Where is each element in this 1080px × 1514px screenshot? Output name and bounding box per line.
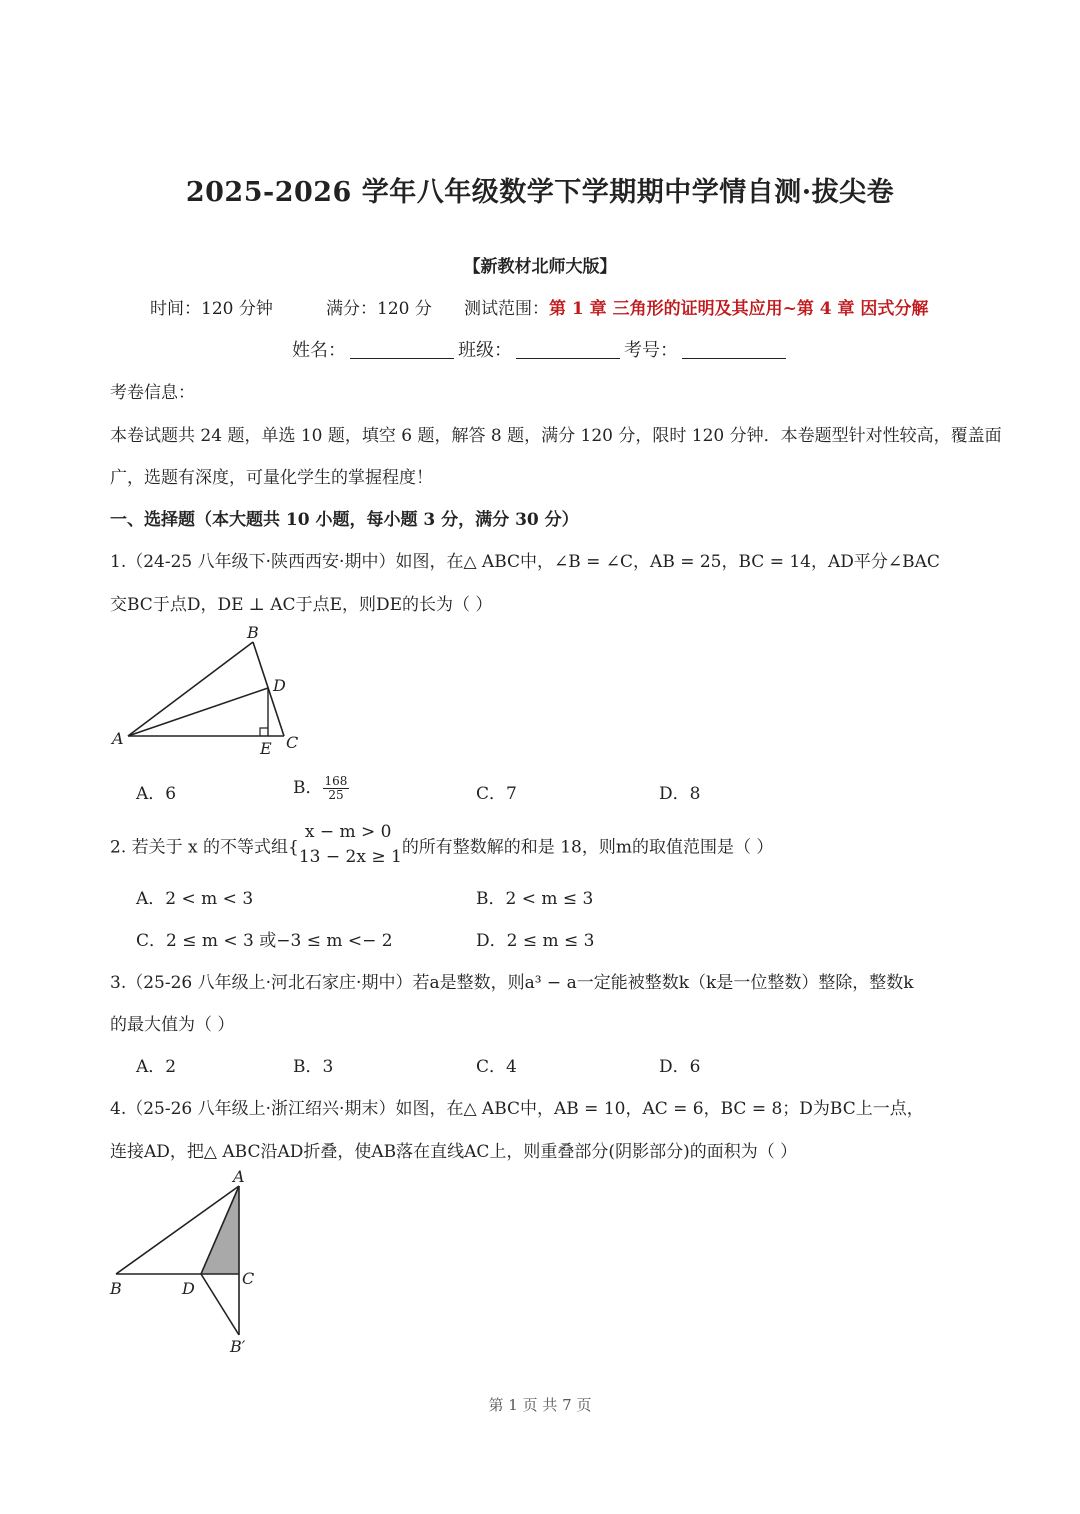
q3-option-a[interactable]: A．2 bbox=[136, 1057, 177, 1077]
section-heading: 一、选择题（本大题共 10 小题，每小题 3 分，满分 30 分） bbox=[110, 510, 579, 530]
q3-line-2: 的最大值为（ ） bbox=[110, 1015, 235, 1035]
exam-time bbox=[150, 294, 273, 319]
name-field[interactable] bbox=[350, 340, 454, 359]
q2-option-a[interactable]: A．2 < m < 3 bbox=[136, 889, 254, 909]
q1-option-b-fraction bbox=[323, 775, 350, 802]
class-label: 班级： bbox=[458, 340, 512, 361]
info-line-2: 广，选题有深度，可量化学生的掌握程度！ bbox=[110, 468, 433, 488]
q1-option-a[interactable]: A．6 bbox=[136, 784, 177, 804]
q4-folding-figure bbox=[100, 1168, 280, 1358]
q3-option-d[interactable]: D．6 bbox=[659, 1057, 701, 1077]
score-value: 120 分 bbox=[377, 299, 432, 319]
q2-option-c[interactable]: C．2 ≤ m < 3 或−3 ≤ m <− 2 bbox=[136, 931, 393, 951]
q3-option-b[interactable]: B．3 bbox=[293, 1057, 334, 1077]
q1-label-b: B bbox=[247, 623, 259, 642]
fraction-denominator: 25 bbox=[328, 788, 344, 802]
info-heading: 考卷信息： bbox=[110, 383, 195, 403]
q2-suffix: 的所有整数解的和是 18，则m的取值范围是（ ） bbox=[401, 837, 774, 858]
q4-label-d: D bbox=[182, 1279, 195, 1298]
class-field[interactable] bbox=[516, 340, 620, 359]
scope-label: 测试范围： bbox=[464, 299, 549, 319]
q1-option-b[interactable] bbox=[293, 773, 349, 802]
page-footer: 第 1 页 共 7 页 bbox=[488, 1396, 592, 1414]
q1-label-d: D bbox=[273, 676, 286, 695]
q3-line-1: 3.（25-26 八年级上·河北石家庄·期中）若a是整数，则a³ − a一定能被整数k（k是一位整数）整除，整数k bbox=[110, 973, 914, 993]
name-label: 姓名： bbox=[292, 340, 346, 361]
q2-inequality-2: 13 − 2x ≥ 1 bbox=[298, 847, 402, 867]
score-label: 满分： bbox=[326, 299, 377, 319]
q1-line-2: 交BC于点D，DE ⊥ AC于点E，则DE的长为（ ） bbox=[110, 595, 493, 615]
q1-option-b-prefix: B． bbox=[293, 778, 323, 798]
q1-option-d[interactable]: D．8 bbox=[659, 784, 701, 804]
q1-triangle-figure bbox=[100, 618, 330, 758]
exam-scope bbox=[464, 294, 928, 319]
q1-option-c[interactable]: C．7 bbox=[476, 784, 517, 804]
q4-line-1: 4.（25-26 八年级上·浙江绍兴·期末）如图，在△ ABC中，AB = 10，AC = 6，BC = 8；D为BC上一点， bbox=[110, 1099, 924, 1119]
student-info-row bbox=[292, 336, 790, 362]
q4-label-b: B bbox=[110, 1279, 122, 1298]
time-value: 120 分钟 bbox=[201, 299, 273, 319]
q3-option-c[interactable]: C．4 bbox=[476, 1057, 517, 1077]
q2-stem bbox=[110, 820, 773, 870]
q2-option-d[interactable]: D．2 ≤ m ≤ 3 bbox=[476, 931, 595, 951]
id-label: 考号： bbox=[624, 340, 678, 361]
q1-label-e: E bbox=[260, 739, 272, 758]
q1-label-c: C bbox=[286, 733, 299, 752]
q2-inequality-1: x − m > 0 bbox=[304, 822, 392, 842]
q2-inequality-system bbox=[299, 820, 402, 870]
q4-label-a: A bbox=[233, 1168, 245, 1186]
q1-line-1: 1.（24-25 八年级下·陕西西安·期中）如图，在△ ABC中，∠B = ∠C，AB = 25，BC = 14，AD平分∠BAC bbox=[110, 552, 940, 572]
edition-subtitle: 【新教材北师大版】 bbox=[463, 257, 617, 277]
q1-label-a: A bbox=[112, 729, 124, 748]
q2-prefix: 2. 若关于 x 的不等式组{ bbox=[110, 837, 299, 858]
fraction-numerator: 168 bbox=[324, 774, 348, 788]
scope-value: 第 1 章 三角形的证明及其应用~第 4 章 因式分解 bbox=[549, 299, 929, 319]
page-title: 2025-2026 学年八年级数学下学期期中学情自测·拔尖卷 bbox=[185, 177, 895, 208]
id-field[interactable] bbox=[682, 340, 786, 359]
info-line-1: 本卷试题共 24 题，单选 10 题，填空 6 题，解答 8 题，满分 120 分，限时 120 分钟．本卷题型针对性较高，覆盖面 bbox=[110, 426, 1002, 446]
q4-line-2: 连接AD，把△ ABC沿AD折叠，使AB落在直线AC上，则重叠部分(阴影部分)的面积为（ ） bbox=[110, 1142, 798, 1162]
exam-score bbox=[326, 294, 432, 319]
q4-label-b-prime: B′ bbox=[230, 1337, 246, 1356]
q4-label-c: C bbox=[242, 1269, 255, 1288]
time-label: 时间： bbox=[150, 299, 201, 319]
q2-option-b[interactable]: B．2 < m ≤ 3 bbox=[476, 889, 594, 909]
